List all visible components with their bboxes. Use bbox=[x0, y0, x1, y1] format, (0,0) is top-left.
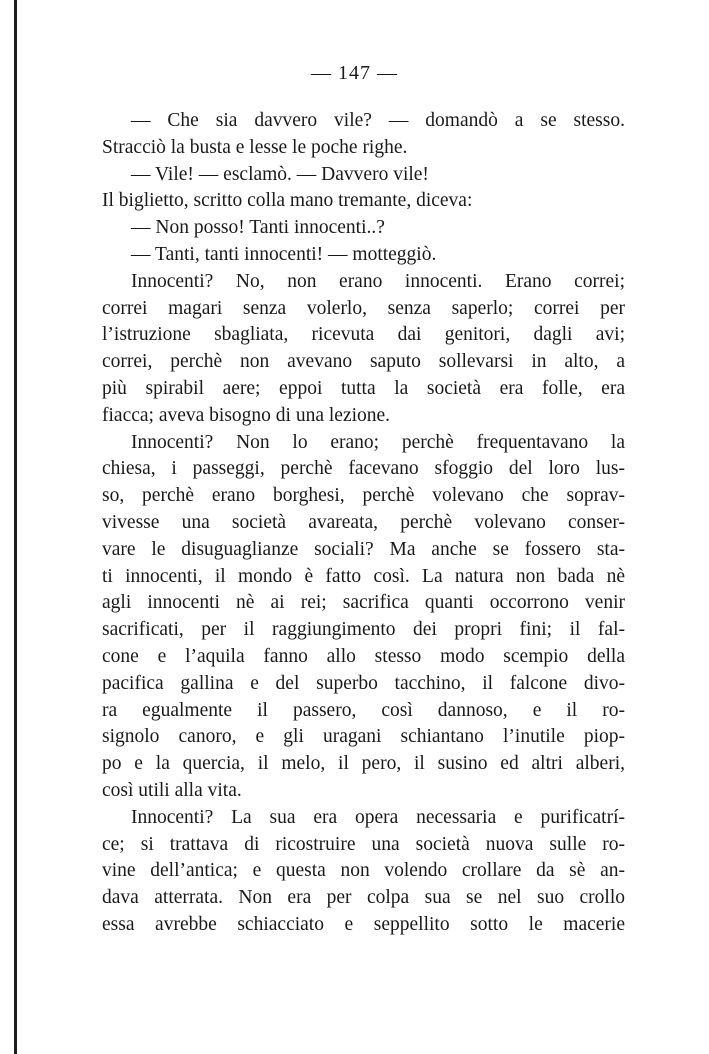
text-line: correi, perchè non avevano saputo sollevarsi in alto, a bbox=[102, 351, 625, 373]
text-line: Innocenti? Non lo erano; perchè frequentavano la bbox=[131, 431, 625, 453]
text-line: vare le disuguaglianze sociali? Ma anche se fossero sta- bbox=[102, 538, 625, 560]
text-line: chiesa, i passeggi, perchè facevano sfoggio del loro lus- bbox=[102, 458, 625, 480]
page-binding-edge bbox=[14, 0, 17, 1054]
body-text bbox=[102, 108, 625, 939]
text-line: Stracciò la busta e lesse le poche righe. bbox=[102, 136, 408, 158]
text-line: l’istruzione sbagliata, ricevuta dai genitori, dagli avi; bbox=[102, 324, 625, 346]
text-line: so, perchè erano borghesi, perchè volevano che soprav- bbox=[102, 485, 625, 507]
text-line: pacifica gallina e del superbo tacchino, il falcone divo- bbox=[102, 672, 625, 694]
text-line: cone e l’aquila fanno allo stesso modo scempio della bbox=[102, 645, 625, 667]
text-line: essa avrebbe schiacciato e seppellito sotto le macerie bbox=[102, 913, 625, 935]
text-line: — Tanti, tanti innocenti! — motteggiò. bbox=[131, 243, 437, 265]
text-line: Il biglietto, scritto colla mano tremante, diceva: bbox=[102, 190, 473, 212]
text-line: agli innocenti nè ai rei; sacrifica quanti occorrono venir bbox=[102, 592, 625, 614]
text-line: fiacca; aveva bisogno di una lezione. bbox=[102, 404, 391, 426]
text-line: signolo canoro, e gli uragani schiantano l’inutile piop- bbox=[102, 726, 625, 748]
text-line: — Vile! — esclamò. — Davvero vile! bbox=[131, 163, 429, 185]
text-line: Innocenti? No, non erano innocenti. Erano correi; bbox=[131, 270, 625, 292]
text-line: vivesse una società avareata, perchè volevano conser- bbox=[102, 511, 625, 533]
text-line: ti innocenti, il mondo è fatto così. La natura non bada nè bbox=[102, 565, 625, 587]
text-line: così utili alla vita. bbox=[102, 779, 242, 801]
text-line: più spirabil aere; eppoi tutta la società era folle, era bbox=[102, 377, 625, 399]
text-line: sacrificati, per il raggiungimento dei propri fini; il fal- bbox=[102, 619, 625, 641]
text-line: vine dell’antica; e questa non volendo crollare da sè an- bbox=[102, 860, 625, 882]
text-line: ra egualmente il passero, così dannoso, e il ro- bbox=[102, 699, 625, 721]
text-line: ce; si trattava di ricostruire una società nuova sulle ro- bbox=[102, 833, 625, 855]
text-line: Innocenti? La sua era opera necessaria e purificatrí- bbox=[131, 806, 625, 828]
text-line: — Non posso! Tanti innocenti..? bbox=[131, 217, 385, 239]
page-number: — 147 — bbox=[311, 62, 398, 84]
text-line: — Che sia davvero vile? — domandò a se stesso. bbox=[131, 110, 625, 131]
text-line: po e la quercia, il melo, il pero, il susino ed altri alberi, bbox=[102, 753, 625, 775]
text-line: correi magari senza volerlo, senza saperlo; correi per bbox=[102, 297, 625, 319]
text-line: dava atterrata. Non era per colpa sua se nel suo crollo bbox=[102, 887, 625, 909]
